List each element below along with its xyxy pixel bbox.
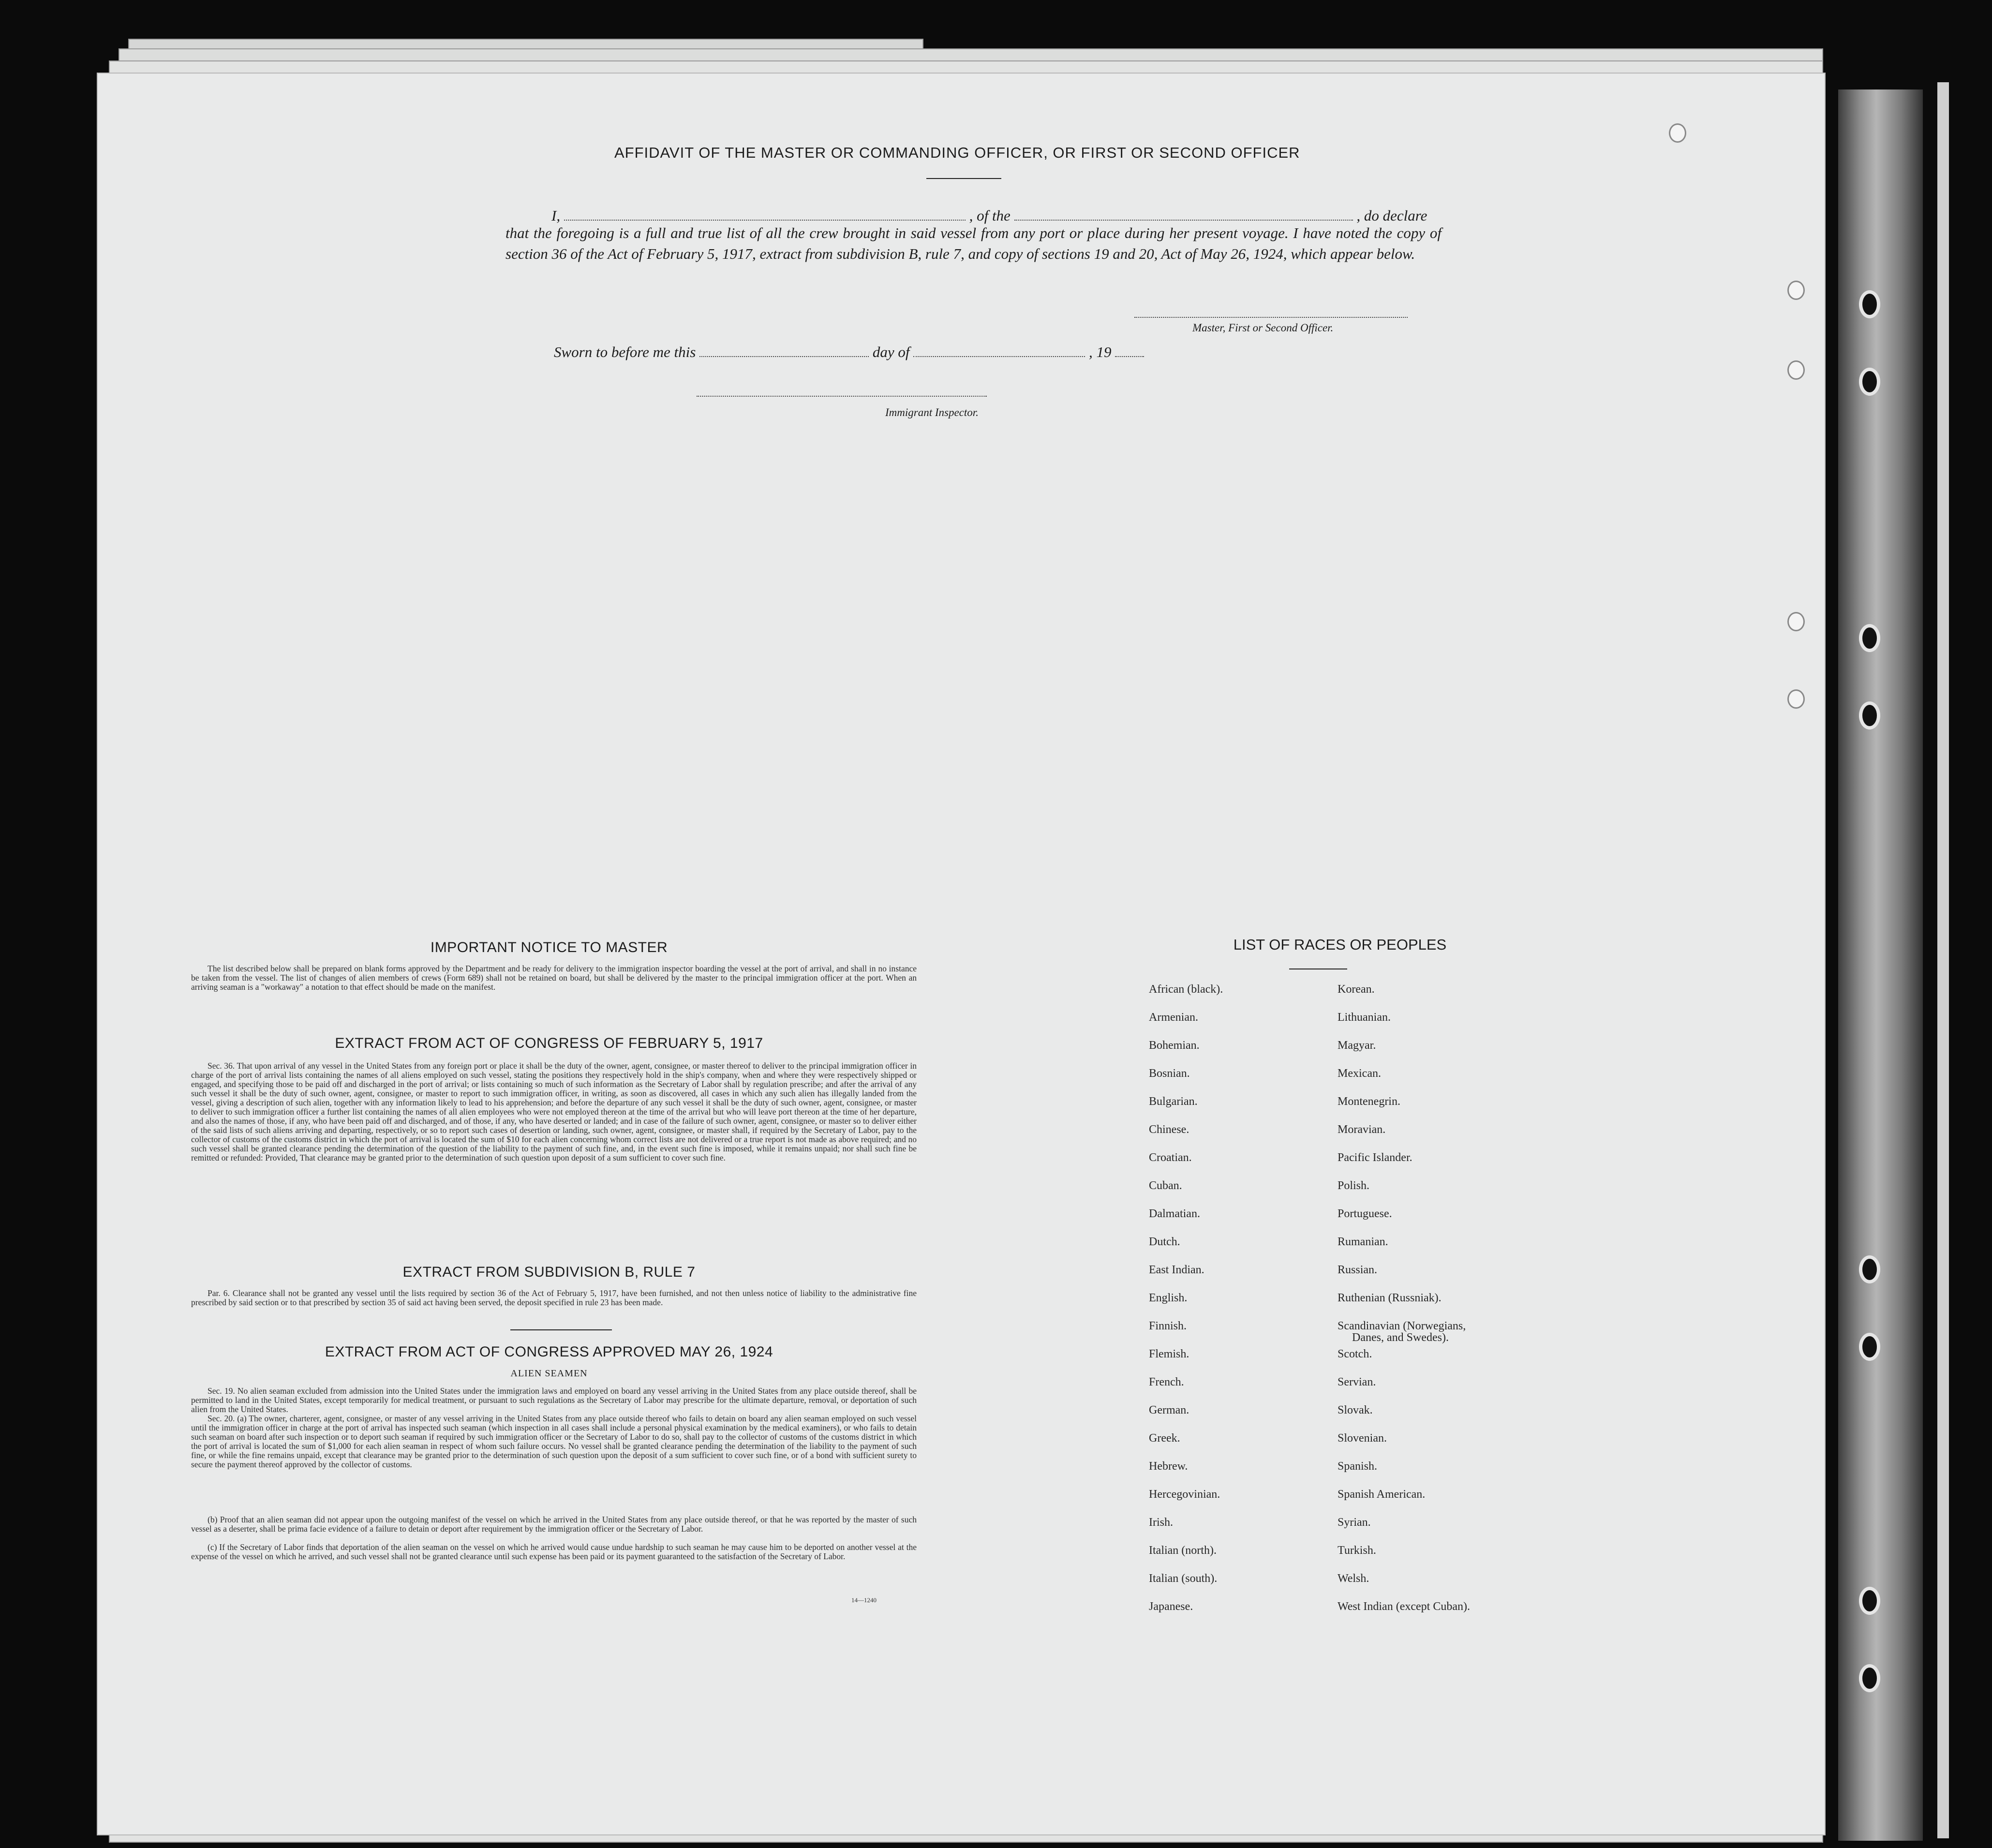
- race-item: English.: [1149, 1292, 1188, 1304]
- rule7-body: Par. 6. Clearance shall not be granted any vessel until the lists required by section 36 of the Act of February 5, 1917, have been furnished, and not then unless notice of liability to the administrative fine prescribed by said section or to that prescribed by section 35 of said act having been served, the deposit specified in rule 23 has been made.: [191, 1288, 917, 1307]
- binder-edge: [1937, 82, 1949, 1838]
- race-item: Flemish.: [1149, 1348, 1189, 1360]
- sec20c-body: (c) If the Secretary of Labor finds that deportation of the alien seaman on the vessel on which he arrived would cause undue hardship to such seaman he may cause him to be deported on another vessel at the expense of the vessel on which he arrived, and such vessel shall not be granted clearance until such expense has been paid or its payment guaranteed to the satisfaction of the Secretary of Labor.: [191, 1542, 917, 1561]
- sworn-date-blank[interactable]: [699, 351, 869, 357]
- race-item: Dalmatian.: [1149, 1207, 1200, 1220]
- binder-hole: [1859, 1664, 1880, 1692]
- punch-hole: [1787, 689, 1805, 709]
- sec20b-body: (b) Proof that an alien seaman did not appear upon the outgoing manifest of the vessel on which he arrived in the United States from any place outside thereof, or that he was reported by the master of such vessel as a deserter, shall be prima facie evidence of a failure to detain or deport after requirement by the immigration officer or the Secretary of Labor.: [191, 1515, 917, 1534]
- race-item: Italian (north).: [1149, 1544, 1217, 1557]
- race-item: Korean.: [1338, 983, 1375, 996]
- binder-hole: [1859, 1255, 1880, 1283]
- binder-hole: [1859, 701, 1880, 730]
- race-item: Polish.: [1338, 1179, 1370, 1192]
- race-item: Lithuanian.: [1338, 1011, 1391, 1024]
- extract-1917-body: Sec. 36. That upon arrival of any vessel in the United States from any foreign port or place it shall be the duty of the owner, agent, consignee, or master thereof to deliver to the principal immigration officer in charge of the port of arrival lists containing the names of all aliens employed on such vessel, stating the positions they respectively hold in the ship's company, when and where they were respectively shipped or engaged, and specifying those to be paid off and discharged in the port of arrival; or lists containing so much of such information as the Secretary of Labor shall by regulation prescribe; and after the arrival of any such vessel it shall be the duty of such owner, agent, consignee, or master to report to such immigration officer, in writing, as soon as discovered, all cases in which any such alien has illegally landed from the vessel, giving a description of such alien, together with any information likely to lead to his apprehension; and before the departure of any such vessel it shall be the duty of such owner, agent, consignee, or master to deliver to such immigration officer a further list containing the names of all alien employees who were not employed thereon at the time of the arrival but who will leave port thereon at the time of her departure, and also the names of those, if any, who have been paid off and discharged, and of those, if any, who have deserted or landed; and in case of the failure of such owner, agent, consignee, or master so to deliver either of the said lists of such aliens arriving and departing, respectively, or so to report such cases of desertion or landing, such owner, agent, consignee, or master shall, if required by the Secretary of Labor, pay to the collector of customs of the customs district in which the port of arrival is located the sum of $10 for each alien concerning whom correct lists are not delivered or a true report is not made as above required; and no such vessel shall be granted clearance pending the determination of the question of the liability to the payment of such fine, and, in the event such fine is imposed, while it remains unpaid; nor shall such fine be remitted or refunded: Provided, That clearance may be granted prior to the determination of such question upon deposit of a sum sufficient to cover such fine.: [191, 1061, 917, 1162]
- vessel-blank[interactable]: [1014, 215, 1353, 221]
- race-item: Cuban.: [1149, 1179, 1182, 1192]
- race-item: Mexican.: [1338, 1067, 1381, 1080]
- race-item: Spanish.: [1338, 1460, 1378, 1473]
- race-item: Finnish.: [1149, 1320, 1187, 1332]
- inspector-blank[interactable]: [697, 396, 987, 397]
- binder-hole: [1859, 368, 1880, 396]
- race-item: Italian (south).: [1149, 1572, 1218, 1585]
- race-item: East Indian.: [1149, 1264, 1204, 1276]
- race-item: Irish.: [1149, 1516, 1173, 1529]
- punch-hole: [1787, 612, 1805, 631]
- race-item: Bulgarian.: [1149, 1095, 1198, 1108]
- alien-seamen-subtitle: ALIEN SEAMEN: [510, 1368, 588, 1379]
- race-item: Slovak.: [1338, 1404, 1373, 1416]
- extract-1917-title: EXTRACT FROM ACT OF CONGRESS OF FEBRUARY 5, 1917: [335, 1035, 763, 1051]
- sworn-month-blank[interactable]: [913, 351, 1085, 357]
- sec20a-body: Sec. 20. (a) The owner, charterer, agent, consignee, or master of any vessel arriving in the United States from any place outside thereof who fails to detain on board any alien seaman employed on such vessel until the immigration officer in charge at the port of arrival has inspected such seaman (which inspection in all cases shall include a personal physical examination by the medical examiners), or who fails to detain such seaman on board after such inspection or to deport such seaman if required by such immigration officer or the Secretary of Labor to do so, shall pay to the collector of customs of the customs district in which the port of arrival is located the sum of $1,000 for each alien seaman in respect of whom such failure occurs. No vessel shall be granted clearance pending the determination of the liability to the payment of such fine, or while the fine remains unpaid, except that clearance may be granted prior to the determination of such question upon the deposit of a sum sufficient to cover such fine, or of a bond with sufficient surety to secure the payment thereof approved by the collector of customs.: [191, 1414, 917, 1469]
- affidavit-title: AFFIDAVIT OF THE MASTER OR COMMANDING OFFICER, OR FIRST OR SECOND OFFICER: [614, 144, 1300, 161]
- race-item: Turkish.: [1338, 1544, 1376, 1557]
- sworn-line: [554, 343, 1144, 361]
- sworn-text: Sworn to before me this: [554, 343, 696, 360]
- race-item: Syrian.: [1338, 1516, 1371, 1529]
- race-item: Montenegrin.: [1338, 1095, 1400, 1108]
- race-item: Scandinavian (Norwegians,: [1338, 1320, 1466, 1332]
- rule7-title: EXTRACT FROM SUBDIVISION B, RULE 7: [402, 1264, 696, 1280]
- sworn-year-blank[interactable]: [1115, 351, 1144, 357]
- title-rule: [926, 178, 1001, 179]
- race-item: Hercegovinian.: [1149, 1488, 1220, 1501]
- notice-title: IMPORTANT NOTICE TO MASTER: [430, 939, 668, 955]
- race-item: Servian.: [1338, 1376, 1376, 1388]
- race-item: Bohemian.: [1149, 1039, 1200, 1052]
- race-item: Japanese.: [1149, 1600, 1193, 1613]
- sworn-day-of: day of: [872, 343, 910, 360]
- extract-1924-title: EXTRACT FROM ACT OF CONGRESS APPROVED MAY 26, 1924: [325, 1344, 773, 1360]
- section-rule: [510, 1329, 612, 1330]
- race-item: Magyar.: [1338, 1039, 1376, 1052]
- race-item: Ruthenian (Russniak).: [1338, 1292, 1442, 1304]
- binder-strip: [1838, 89, 1923, 1841]
- race-item: German.: [1149, 1404, 1189, 1416]
- declaration-i: I,: [551, 207, 561, 224]
- race-item: Greek.: [1149, 1432, 1180, 1445]
- affidavit-body: that the foregoing is a full and true list of all the crew brought in said vessel from any port or place during her present voyage. I have noted the copy of section 36 of the Act of February 5, 1917, extract from subdivision B, rule 7, and copy of sections 19 and 20, Act of May 26, 1924, which appear below.: [505, 224, 1442, 262]
- race-item: Rumanian.: [1338, 1236, 1388, 1248]
- notice-body: The list described below shall be prepared on blank forms approved by the Department and be ready for delivery to the immigration inspector boarding the vessel at the port of arrival, and shall in no instance be taken from the vessel. The list of changes of alien members of crews (Form 689) shall not be retained on board, but shall be delivered by the master to the principal immigration officer at the port. When an arriving seaman is a "workaway" a notation to that effect should be made on the manifest.: [191, 964, 917, 992]
- race-item: Pacific Islander.: [1338, 1151, 1412, 1164]
- race-item: Hebrew.: [1149, 1460, 1188, 1473]
- race-item: Bosnian.: [1149, 1067, 1190, 1080]
- race-item: Welsh.: [1338, 1572, 1369, 1585]
- binder-hole: [1859, 1587, 1880, 1615]
- name-blank[interactable]: [564, 215, 966, 221]
- race-item: Spanish American.: [1338, 1488, 1426, 1501]
- race-item: Slovenian.: [1338, 1432, 1387, 1445]
- declaration-line: [551, 207, 1427, 224]
- race-item: Dutch.: [1149, 1236, 1180, 1248]
- inspector-caption: Immigrant Inspector.: [885, 406, 979, 418]
- race-item: French.: [1149, 1376, 1184, 1388]
- race-item: Chinese.: [1149, 1123, 1189, 1136]
- sworn-year: , 19: [1088, 343, 1112, 360]
- punch-hole: [1787, 281, 1805, 300]
- race-item: Russian.: [1338, 1264, 1378, 1276]
- declaration-do-declare: , do declare: [1356, 207, 1427, 224]
- binder-hole: [1859, 1333, 1880, 1361]
- race-item: African (black).: [1149, 983, 1223, 996]
- race-item: Moravian.: [1338, 1123, 1386, 1136]
- signature-caption: Master, First or Second Officer.: [1192, 322, 1334, 334]
- form-number: 14—1240: [851, 1596, 877, 1604]
- punch-hole: [1669, 123, 1686, 143]
- race-item: Scotch.: [1338, 1348, 1372, 1360]
- race-item: Croatian.: [1149, 1151, 1192, 1164]
- race-item: Armenian.: [1149, 1011, 1198, 1024]
- race-item: Portuguese.: [1338, 1207, 1392, 1220]
- binder-hole: [1859, 624, 1880, 652]
- declaration-of-the: , of the: [969, 207, 1011, 224]
- signature-blank[interactable]: [1134, 317, 1408, 318]
- race-item: Danes, and Swedes).: [1352, 1331, 1449, 1344]
- binder-hole: [1859, 290, 1880, 318]
- sec19-body: Sec. 19. No alien seaman excluded from admission into the United States under the immigration laws and employed on board any vessel arriving in the United States from any place outside thereof, shall be permitted to land in the United States, except temporarily for medical treatment, or pursuant to such regulations as the Secretary of Labor may prescribe for the ultimate departure, removal, or deportation of such alien from the United States.: [191, 1386, 917, 1414]
- race-item: West Indian (except Cuban).: [1338, 1600, 1470, 1613]
- races-title: LIST OF RACES OR PEOPLES: [1233, 936, 1447, 953]
- punch-hole: [1787, 360, 1805, 380]
